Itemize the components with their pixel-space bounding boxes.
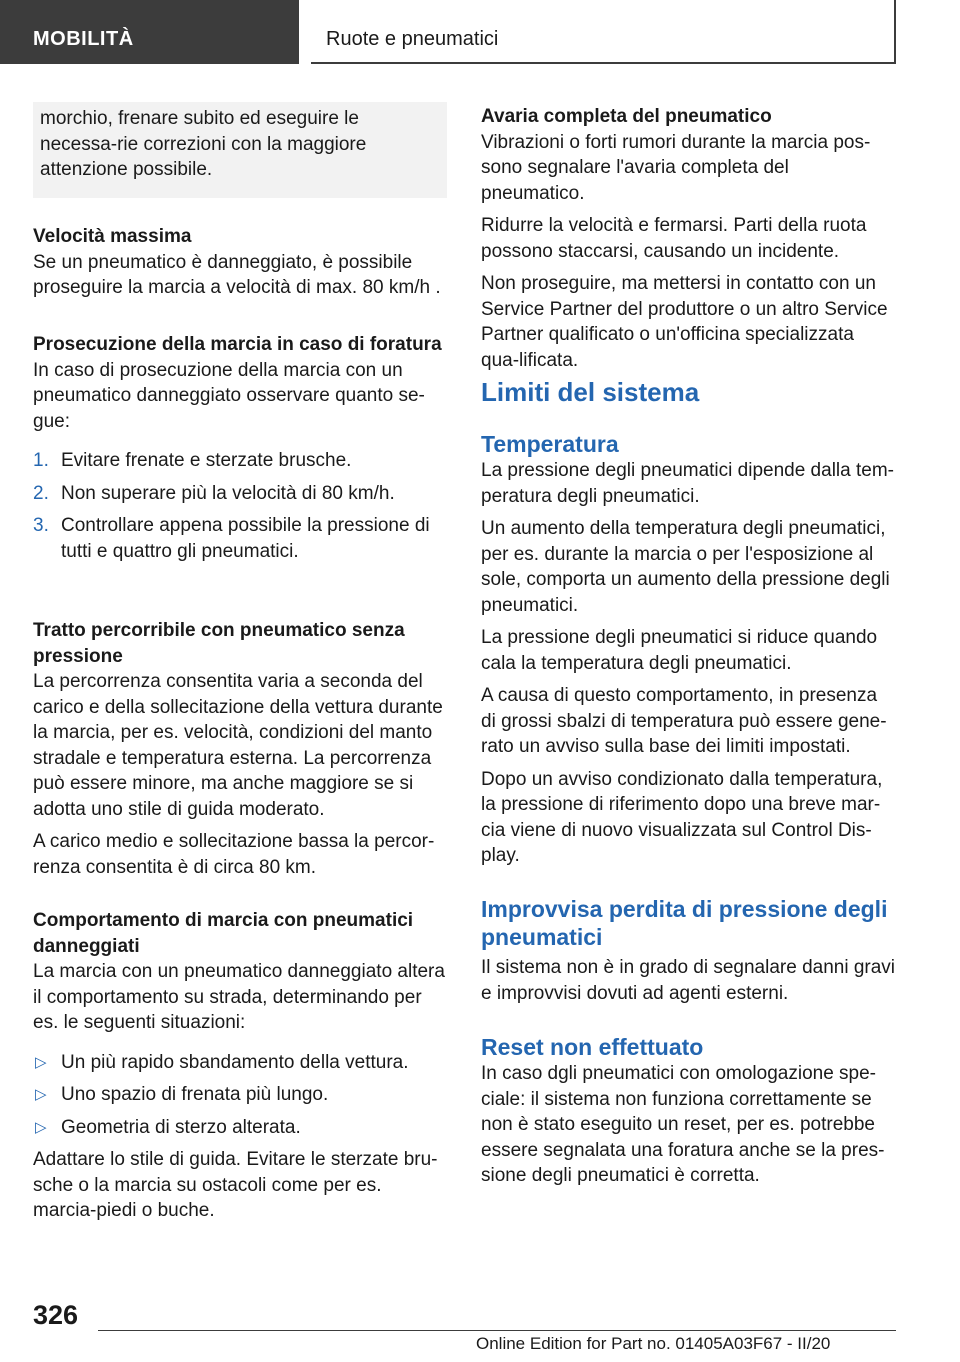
failure-text-1: Vibrazioni o forti rumori durante la marcia pos-sono segnalare l'avaria completa del pneumatico. [481, 131, 871, 204]
warning-note-box [33, 102, 447, 198]
continue-steps [33, 448, 447, 564]
chapter-title: Ruote e pneumatici [326, 28, 499, 50]
step-number: 1. [33, 450, 49, 471]
range-title: Tratto percorribile con pneumatico senza pressione [33, 620, 405, 667]
sudden-loss-title: Improvvisa perdita di pressione degli pneumatici [481, 896, 888, 950]
list-item [33, 1115, 447, 1141]
reset-title: Reset non effettuato [481, 1034, 704, 1060]
range-text-1: La percorrenza consentita varia a seconda del carico e della sollecitazione della vettura durante la marcia, per es. velocità, condizioni del manto stradale e temperatura esterna. La percorrenza può essere minore, ma anche maggiore se si adotta uno stile di guida moderato. [33, 671, 443, 820]
footer-divider [98, 1330, 896, 1331]
list-item [33, 481, 447, 507]
failure-section [481, 104, 897, 373]
reset-text: In caso dgli pneumatici con omologazione spe-ciale: il sistema non funziona correttamente se non è stato eseguito un reset, per es. potrebbe essere segnalata una foratura anche se la pres-sione degli pneumatici è corretta. [481, 1063, 885, 1186]
max-speed-text: Se un pneumatico è danneggiato, è possibile proseguire la marcia a velocità di max. 80 km/h . [33, 251, 441, 298]
section-tab [0, 0, 299, 64]
behaviour-closing: Adattare lo stile di guida. Evitare le sterzate bru-sche o la marcia su ostacoli come per es. marcia-piedi o buche. [33, 1149, 438, 1221]
failure-text-2: Ridurre la velocità e fermarsi. Parti della ruota possono staccarsi, causando un incidente. [481, 215, 867, 262]
footer-edition: Online Edition for Part no. 01405A03F67 - II/20 [476, 1334, 831, 1353]
sudden-loss-section [481, 895, 897, 1006]
failure-title: Avaria completa del pneumatico [481, 106, 772, 127]
list-item [33, 1050, 447, 1076]
temperature-text-2: Un aumento della temperatura degli pneumatici, per es. durante la marcia o per l'esposizione al sole, comporta un aumento della pressione degli pneumatici. [481, 518, 890, 616]
sudden-loss-text: Il sistema non è in grado di segnalare danni gravi e improvvisi dovuti ad agenti esterni. [481, 957, 896, 1004]
section-title: MOBILITÀ [33, 28, 134, 50]
reset-section [481, 1033, 897, 1189]
bullet-text: Geometria di sterzo alterata. [61, 1116, 301, 1138]
behaviour-text: La marcia con un pneumatico danneggiato altera il comportamento su strada, determinando per es. le seguenti situazioni: [33, 961, 445, 1033]
list-item [33, 513, 447, 564]
temperature-text-4: A causa di questo comportamento, in presenza di grossi sbalzi di temperatura può essere gene-rato un avviso sulla base dei limiti impostati. [481, 685, 887, 757]
behaviour-title: Comportamento di marcia con pneumatici danneggiati [33, 910, 414, 957]
range-text-2: A carico medio e sollecitazione bassa la percor-renza consentita è di circa 80 km. [33, 831, 435, 878]
max-speed-section [33, 224, 447, 301]
step-number: 2. [33, 482, 49, 504]
temperature-text-5: Dopo un avviso condizionato dalla temperatura, la pressione di riferimento dopo una breve mar-cia viene di nuovo visualizzata sul Control Dis-play. [481, 768, 883, 866]
bullet-text: Uno spazio di frenata più lungo. [61, 1084, 329, 1105]
temperature-text-1: La pressione degli pneumatici dipende dalla tem-peratura degli pneumatici. [481, 460, 894, 507]
behaviour-bullets [33, 1050, 447, 1141]
continue-section [33, 332, 447, 571]
triangle-bullet-icon: ▷ [35, 1118, 47, 1136]
list-item [33, 1082, 447, 1108]
step-number: 3. [33, 515, 49, 536]
behaviour-section [33, 908, 447, 1224]
warning-note-text: morchio, frenare subito ed eseguire le necessa-rie correzioni con la maggiore attenzione possibile. [40, 108, 367, 180]
temperature-title: Temperatura [481, 431, 619, 457]
list-item [33, 448, 447, 474]
max-speed-title: Velocità massima [33, 226, 192, 247]
step-text: Non superare più la velocità di 80 km/h. [61, 482, 395, 504]
continue-title: Prosecuzione della marcia in caso di foratura [33, 334, 442, 355]
triangle-bullet-icon: ▷ [35, 1053, 47, 1071]
continue-text: In caso di prosecuzione della marcia con un pneumatico danneggiato osservare quanto se-gue: [33, 359, 425, 432]
range-section [33, 618, 447, 880]
step-text: Controllare appena possibile la pressione di tutti e quattro gli pneumatici. [61, 515, 430, 562]
temperature-section [481, 430, 897, 869]
page-number: 326 [33, 1300, 79, 1330]
limits-title: Limiti del sistema [481, 377, 700, 407]
step-text: Evitare frenate e sterzate brusche. [61, 450, 352, 471]
chapter-tab [311, 0, 896, 64]
triangle-bullet-icon: ▷ [35, 1086, 47, 1103]
temperature-text-3: La pressione degli pneumatici si riduce quando cala la temperatura degli pneumatici. [481, 627, 878, 674]
bullet-text: Un più rapido sbandamento della vettura. [61, 1051, 409, 1073]
limits-heading-block [481, 376, 897, 408]
failure-text-3: Non proseguire, ma mettersi in contatto con un Service Partner del produttore o un altro Service Partner qualificato o un'officina specializzata qua-lificata. [481, 273, 888, 371]
